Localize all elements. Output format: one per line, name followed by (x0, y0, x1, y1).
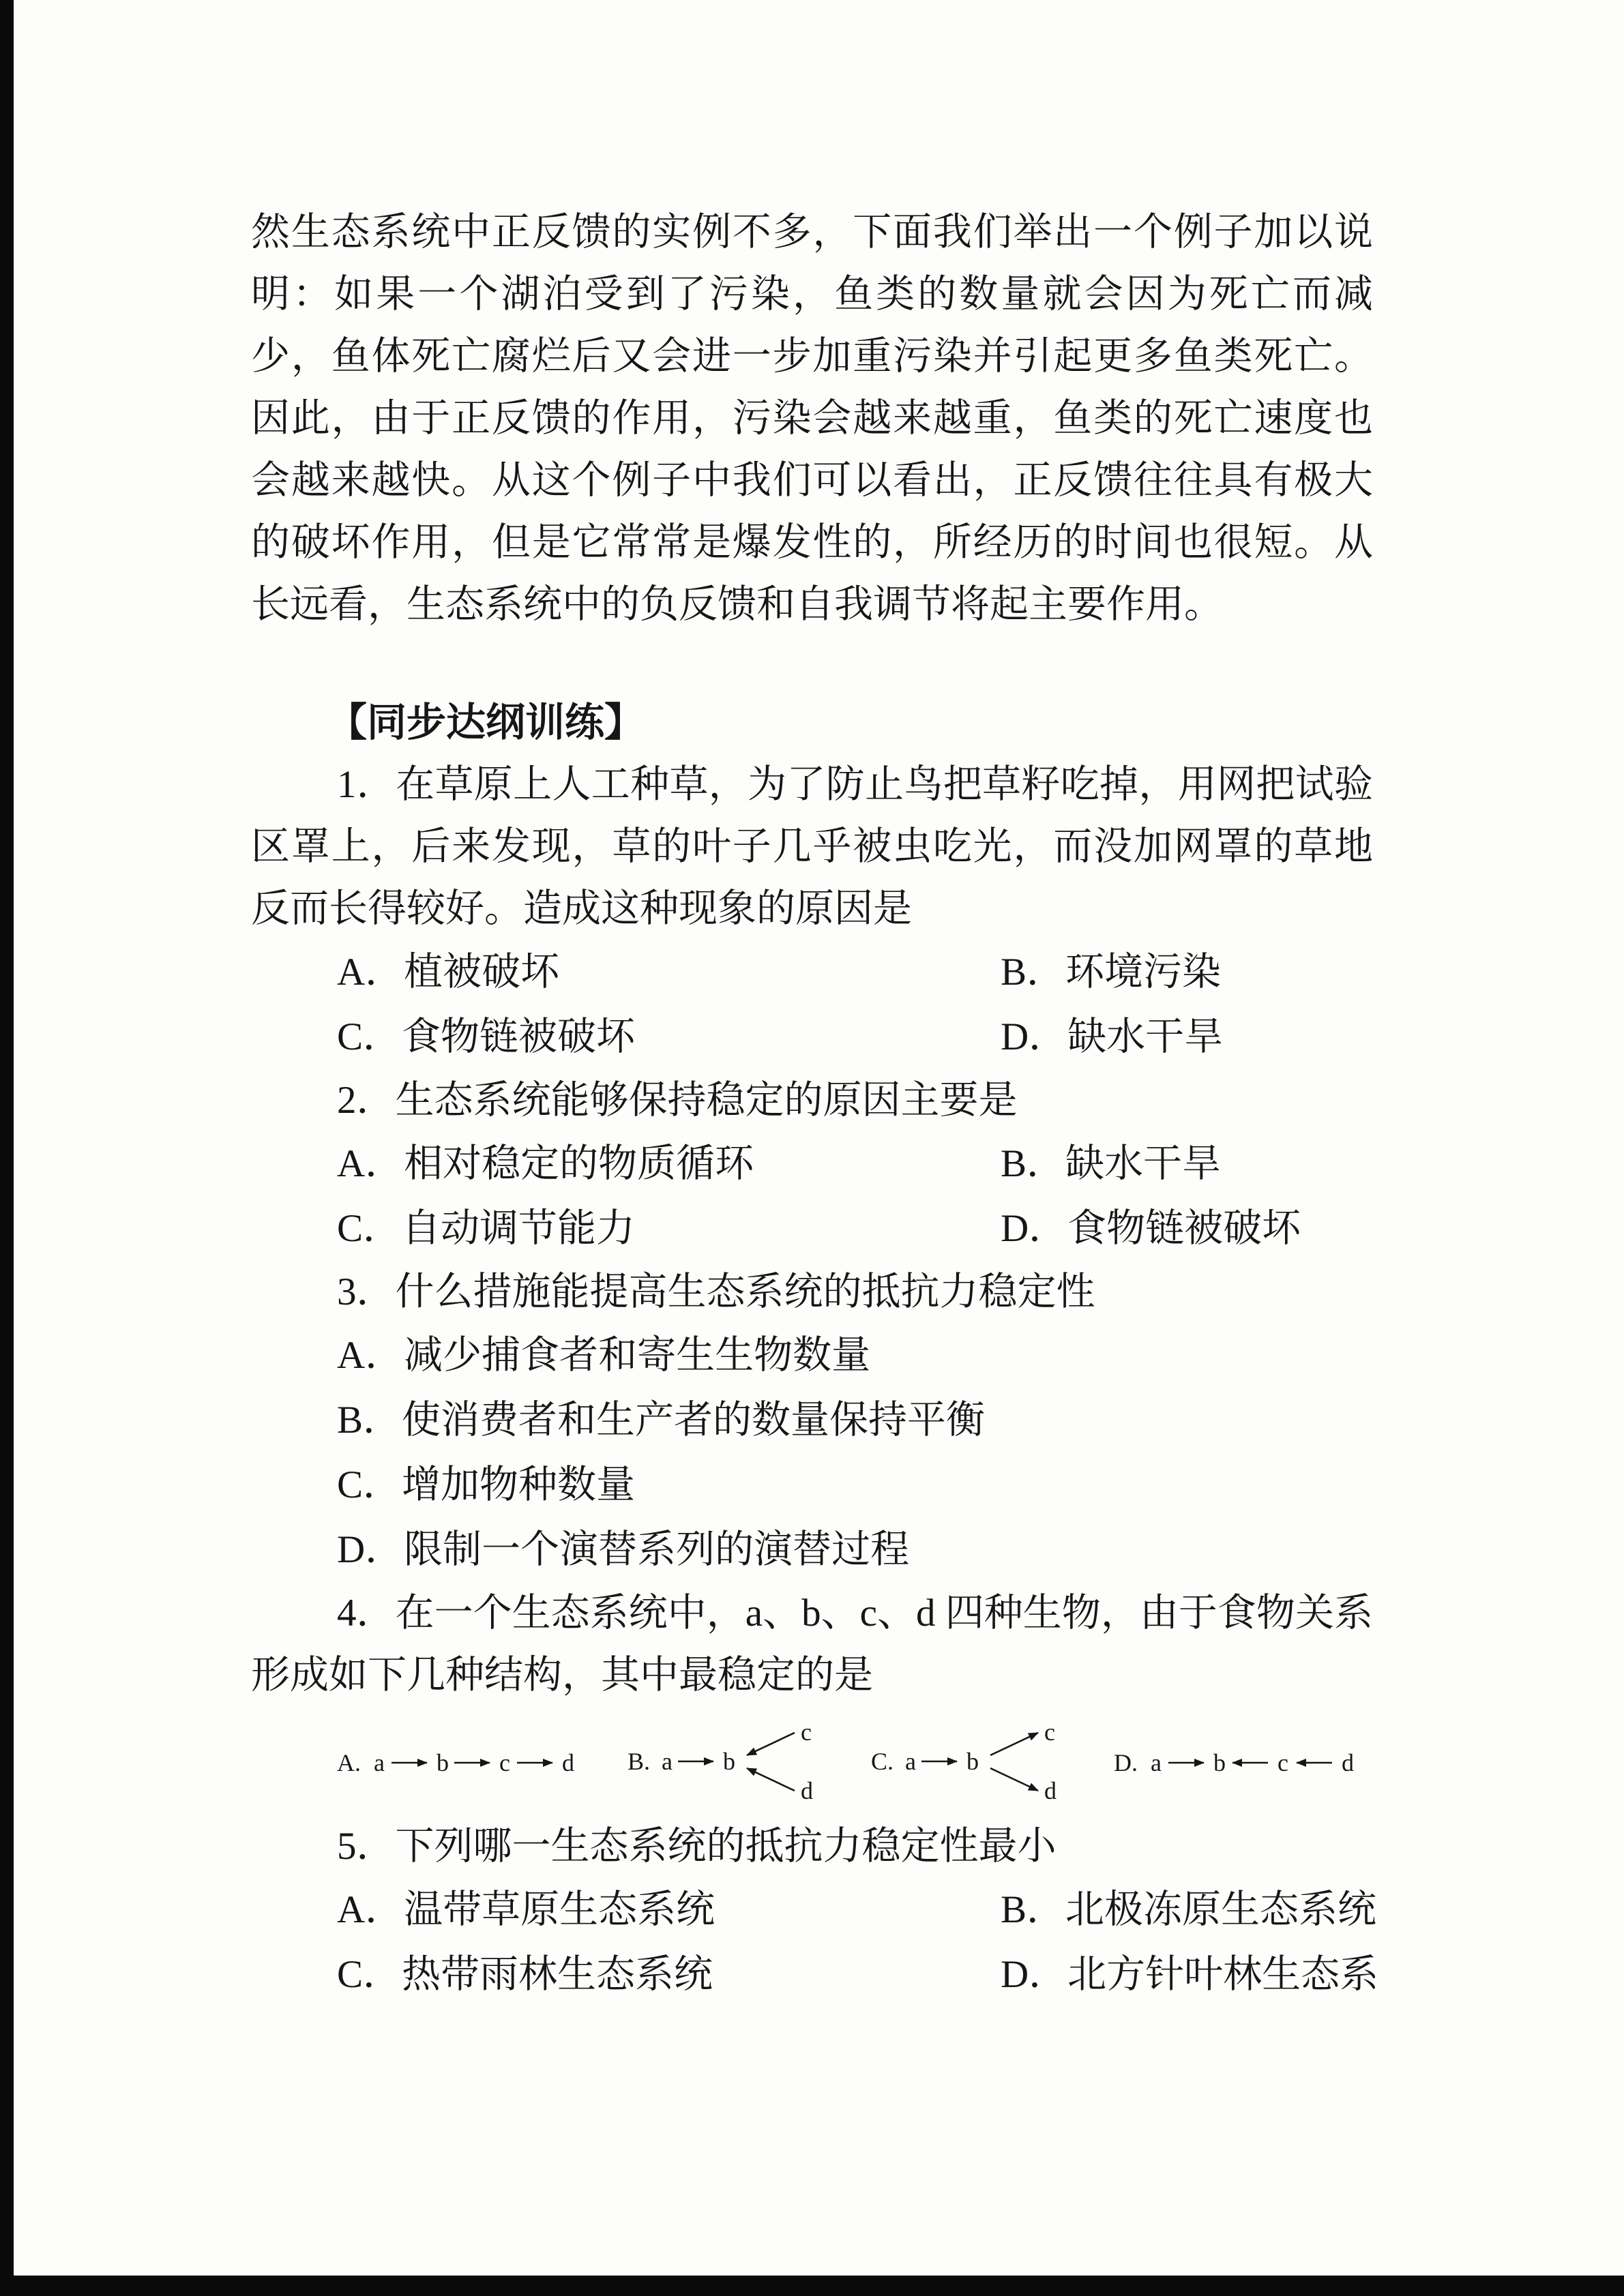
diagram-a-node-b: b (437, 1749, 449, 1776)
diagram-b-node-c: c (801, 1718, 812, 1746)
arrow-d-to-b (747, 1768, 795, 1791)
question-3-option-d: D．限制一个演替系列的演替过程 (337, 1528, 910, 1571)
diagram-d-node-c: c (1277, 1749, 1288, 1776)
diagram-b-node-a: a (662, 1748, 673, 1775)
question-4-stem: 4．在一个生态系统中，a、b、c、d 四种生物，由于食物关系形成如下几种结构，其中最稳定的是 (251, 1592, 1373, 1697)
diagram-d-label: D. (1113, 1749, 1138, 1776)
question-2-options (251, 1131, 1373, 1261)
question-3-options (251, 1323, 1373, 1582)
diagram-c-label: C. (870, 1748, 894, 1775)
question-1-stem: 1．在草原上人工种草，为了防止鸟把草籽吃掉，用网把试验区罩上，后来发现，草的叶子几乎被虫吃光，而没加网罩的草地反而长得较好。造成这种现象的原因是 (251, 763, 1373, 930)
food-chain-diagram-d (1114, 1720, 1373, 1802)
page-content (251, 201, 1379, 2007)
question-3-stem: 3．什么措施能提高生态系统的抵抗力稳定性 (337, 1270, 1095, 1313)
food-chain-diagram-b (628, 1710, 829, 1813)
diagram-b-node-d: d (801, 1777, 814, 1804)
question-5-option-b: B．北极冻原生态系统 (1001, 1888, 1377, 1931)
diagram-c-node-c: c (1044, 1718, 1055, 1746)
scan-edge-left (0, 0, 14, 2296)
diagram-a-node-a: a (374, 1749, 385, 1776)
question-4-diagrams (251, 1710, 1373, 1813)
question-1-option-a: A．植被破坏 (337, 951, 560, 994)
diagram-b-node-b: b (723, 1748, 736, 1775)
scan-edge-bottom (0, 2276, 1624, 2296)
intro-paragraph: 然生态系统中正反馈的实例不多，下面我们举出一个例子加以说明：如果一个湖泊受到了污染，鱼类的数量就会因为死亡而减少，鱼体死亡腐烂后又会进一步加重污染并引起更多鱼类死亡。因此，由于正反馈的作用，污染会越来越重，鱼类的死亡速度也会越来越快。从这个例子中我们可以看出，正反馈往往具有极大的破坏作用，但是它常常是爆发性的，所经历的时间也很短。从长远看，生态系统中的负反馈和自我调节将起主要作用。 (251, 211, 1373, 626)
question-2-option-c: C．自动调节能力 (337, 1207, 636, 1250)
question-5-option-a: A．温带草原生态系统 (337, 1888, 715, 1931)
section-heading: 【同步达纲训练】 (327, 700, 645, 745)
question-1-option-b: B．环境污染 (1001, 951, 1222, 994)
diagram-d-node-b: b (1213, 1749, 1226, 1776)
diagram-a-label: A. (337, 1749, 361, 1776)
question-5-options (251, 1877, 1379, 2007)
question-2-option-b: B．缺水干旱 (1001, 1142, 1222, 1185)
diagram-a-node-c: c (499, 1749, 510, 1776)
question-5-stem: 5．下列哪一生态系统的抵抗力稳定性最小 (337, 1825, 1057, 1868)
arrow-b-to-c (990, 1733, 1038, 1755)
question-2-option-d: D．食物链被破坏 (1001, 1207, 1301, 1250)
question-2-option-a: A．相对稳定的物质循环 (337, 1142, 754, 1185)
food-chain-diagram-c (871, 1710, 1072, 1813)
diagram-a-node-d: d (562, 1749, 574, 1776)
question-1-option-d: D．缺水干旱 (1001, 1015, 1224, 1058)
question-3-option-c: C．增加物种数量 (337, 1463, 636, 1506)
question-5-option-c: C．热带雨林生态系统 (337, 1953, 713, 1996)
diagram-c-node-d: d (1044, 1777, 1057, 1804)
arrow-b-to-d (990, 1768, 1038, 1791)
question-3-option-b: B．使消费者和生产者的数量保持平衡 (337, 1399, 986, 1442)
diagram-b-label: B. (628, 1748, 651, 1775)
diagram-d-node-a: a (1150, 1749, 1162, 1776)
question-5-option-d: D．北方针叶林生态系 (1001, 1953, 1379, 1996)
diagram-c-node-b: b (966, 1748, 979, 1775)
diagram-d-node-d: d (1341, 1749, 1354, 1776)
question-2-stem: 2．生态系统能够保持稳定的原因主要是 (337, 1079, 1018, 1122)
question-1-options (251, 940, 1373, 1069)
diagram-c-node-a: a (904, 1748, 916, 1775)
question-1-option-c: C．食物链被破坏 (337, 1015, 636, 1058)
question-3-option-a: A．减少捕食者和寄生生物数量 (337, 1334, 871, 1377)
food-chain-diagram-a (337, 1720, 586, 1802)
arrow-c-to-b (747, 1733, 795, 1755)
